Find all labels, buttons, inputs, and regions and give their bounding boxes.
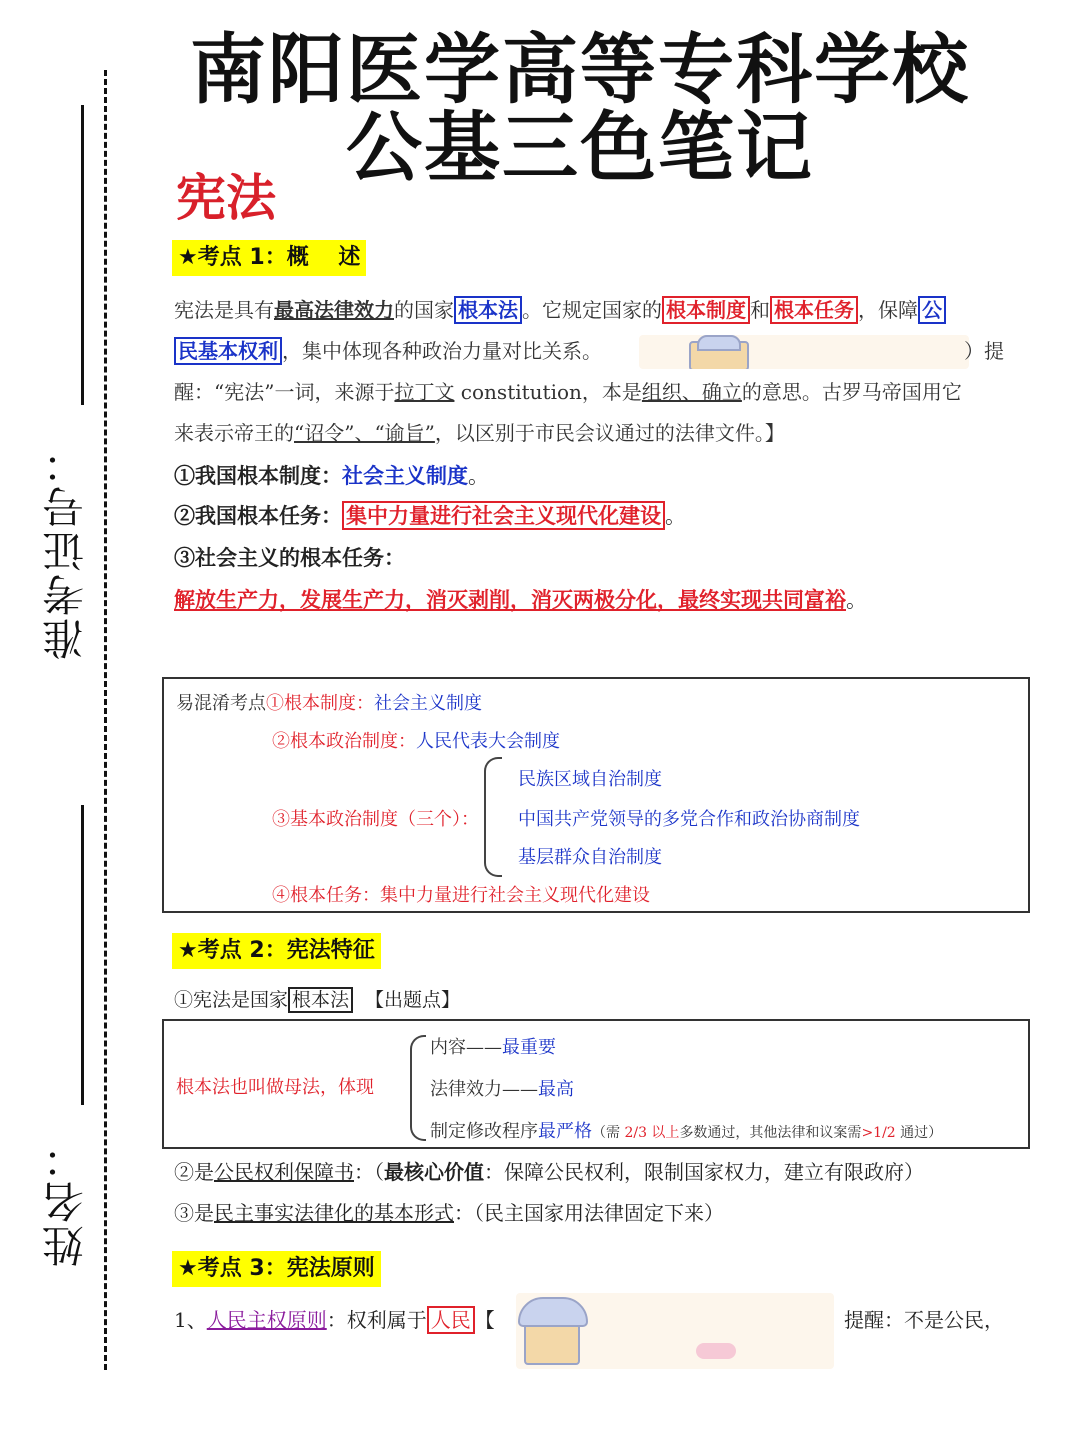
sticker-image-2 (516, 1293, 834, 1369)
feature-effect: 法律效力——最高 (430, 1079, 574, 1100)
confusion-row-4: ④根本任务：集中力量进行社会主义现代化建设 (272, 885, 650, 906)
point3-line1: 1、人民主权原则：权利属于 人民 【 (174, 1308, 495, 1332)
feature-procedure: 制定修改程序最严格（需 2/3 以上多数通过，其他法律和议案需>1/2 通过） (430, 1121, 943, 1142)
confusion-box (162, 677, 1030, 913)
fundamental-law-box (162, 1019, 1030, 1149)
exam-id-underline (81, 105, 84, 405)
point2-item3: ③是民主事实法律化的基本形式：（民主国家用法律固定下来） (174, 1201, 724, 1225)
fundamental-law-left: 根本法也叫做母法，体现 (176, 1077, 374, 1098)
confusion-row-3-label: ③基本政治制度（三个）： (272, 809, 479, 830)
name-label: 姓名： (41, 1135, 90, 1267)
point3-reminder: 提醒：不是公民， (844, 1308, 1004, 1332)
point1-item3-value: 解放生产力，发展生产力，消灭剥削，消灭两极分化，最终实现共同富裕。 (174, 587, 867, 612)
name-underline (81, 805, 84, 1105)
sticker-image (639, 335, 969, 369)
point2-heading: ★考点 2：宪法特征 (172, 933, 381, 969)
point1-item3: ③社会主义的根本任务： (174, 545, 405, 570)
point2-item1: ①宪法是国家 根本法 【出题点】 (174, 989, 461, 1011)
confusion-item-3: 基层群众自治制度 (518, 847, 662, 868)
point1-paragraph: 宪法是具有最高法律效力的国家 根本法 。它规定国家的 根本制度 和 根本任务 ，保障 公 民基本权利 ，集中体现各种政治力量对比关系。 ）提 醒：“宪法”一词，来源于拉丁文 constitution，本是组织、确立的意思。古罗马帝国用它 来表示帝王的“诏令”、“谕旨”，以区别于市民会议通过的法律文件。】 (174, 298, 1004, 445)
point3-heading: ★考点 3：宪法原则 (172, 1251, 381, 1287)
exam-id-label: 准考证号： (41, 440, 90, 660)
binding-dashed-line (104, 70, 107, 1370)
point1-heading: ★考点 1：概 述 (172, 240, 366, 276)
confusion-item-2: 中国共产党领导的多党合作和政治协商制度 (518, 809, 860, 830)
point1-item1: ①我国根本制度：社会主义制度。 (174, 463, 489, 488)
confusion-item-1: 民族区域自治制度 (518, 769, 662, 790)
feature-content: 内容——最重要 (430, 1037, 556, 1058)
point2-item2: ②是公民权利保障书：（最核心价值：保障公民权利，限制国家权力，建立有限政府） (174, 1160, 924, 1184)
brace-bracket-2 (410, 1035, 426, 1141)
point1-item2: ②我国根本任务： 集中力量进行社会主义现代化建设 。 (174, 503, 686, 528)
confusion-row-1: 易混淆考点①根本制度：社会主义制度 (176, 693, 482, 714)
confusion-row-2: ②根本政治制度：人民代表大会制度 (272, 731, 560, 752)
page-title-line2: 公基三色笔记 (346, 103, 814, 192)
page-title-line1: 南阳医学高等专科学校 (190, 25, 970, 114)
section-title: 宪法 (176, 169, 276, 227)
brace-bracket (484, 757, 502, 877)
